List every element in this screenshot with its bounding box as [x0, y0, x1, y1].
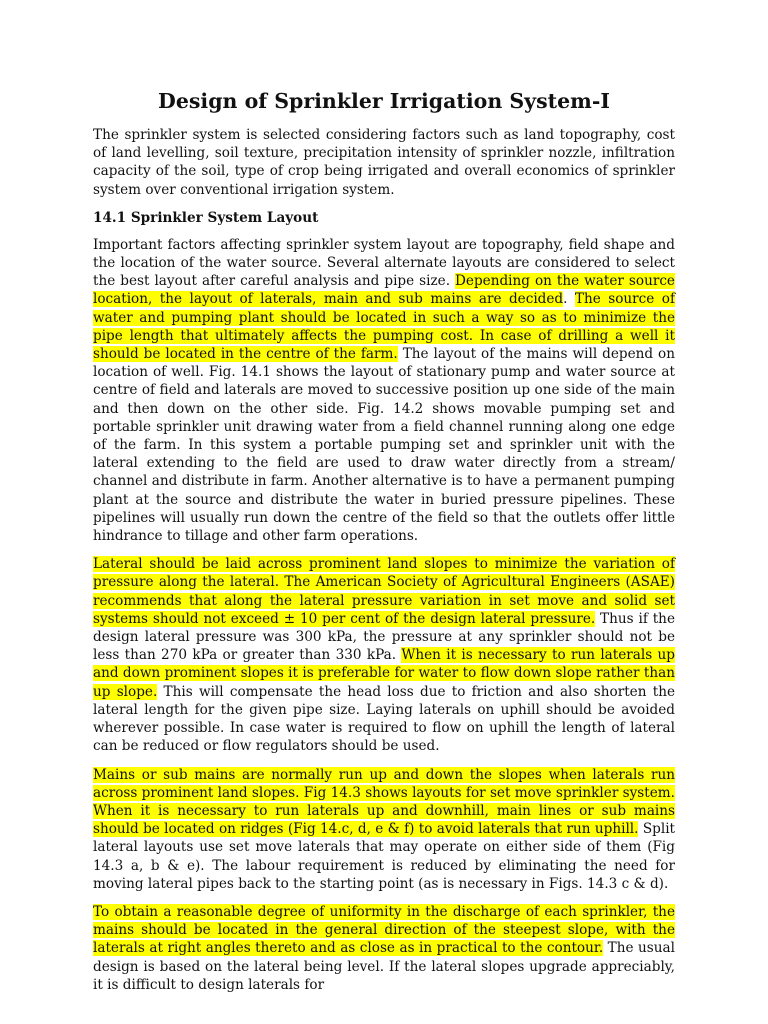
text-run: Important factors affecting sprinkler system layout are topography, field shape and the location of the water source. Several alternate layouts are considered to select the best layout after careful analysis and pipe size. [93, 236, 675, 290]
highlighted-text: Lateral should be laid across prominent land slopes to minimize the variation of pressure along the lateral. The American Society of Agricultural Engineers (ASAE) recommends that along the lateral pressure variation in set move and solid set systems should not exceed ± 10 per cent of the design lateral pressure. [93, 556, 675, 627]
text-run: Split lateral layouts use set move laterals that may operate on either side of them (Fig 14.3 a, b & e). The labour requirement is reduced by eliminating the need for moving lateral pipes back to the starting point (as is necessary in Figs. 14.3 c & d). [93, 821, 676, 892]
body-paragraph-4 [93, 903, 675, 994]
highlighted-text: To obtain a reasonable degree of uniformity in the discharge of each sprinkler, the mains should be located in the general direction of the steepest slope, with the laterals at right angles thereto and as close as in practical to the contour. [93, 903, 675, 957]
highlighted-text: Mains or sub mains are normally run up and down the slopes when laterals run across prominent land slopes. Fig 14.3 shows layouts for set move sprinkler system. When it is necessary to run laterals up and downhill, main lines or sub mains should be located on ridges (Fig 14.c, d, e & f) to avoid laterals that run uphill. [93, 766, 675, 838]
intro-paragraph: The sprinkler system is selected considering factors such as land topography, cost of land levelling, soil texture, precipitation intensity of sprinkler nozzle, infiltration capacity of the soil, type of crop being irrigated and overall economics of sprinkler system over conventional irrigation system. [93, 127, 675, 198]
text-run: This will compensate the head loss due to friction and also shorten the lateral length for the given pipe size. Laying laterals on uphill should be avoided wherever possible. In case water is required to flow on uphill the length of lateral can be reduced or flow regulators should be used. [93, 683, 675, 755]
body-paragraph-2 [93, 555, 675, 755]
text-run: The usual design is based on the lateral being level. If the lateral slopes upgrade appreciably, it is difficult to design laterals for [93, 940, 675, 993]
text-run: . [563, 291, 575, 308]
body-paragraph-1 [93, 236, 675, 545]
section-heading: 14.1 Sprinkler System Layout [93, 209, 319, 226]
document-title: Design of Sprinkler Irrigation System-I [158, 89, 610, 113]
body-paragraph-3 [93, 766, 675, 893]
text-run: The layout of the mains will depend on location of well. Fig. 14.1 shows the layout of stationary pump and water source at centre of field and laterals are moved to successive position up one side of the main and then down on the other side. Fig. 14.2 shows movable pumping set and portable sprinkler unit drawing water from a field channel running along one edge of the farm. In this system a portable pumping set and sprinkler unit with the lateral extending to the field are used to draw water directly from a stream/ channel and distribute in farm. Another alternative is to have a permanent pumping plant at the source and distribute the water in buried pressure pipelines. These pipelines will usually run down the centre of the field so that the outlets offer little hindrance to tillage and other farm operations. [93, 346, 675, 545]
document-page [93, 88, 675, 1004]
highlighted-text: Depending on the water source location, the layout of laterals, main and sub mains are decided [93, 273, 675, 308]
highlighted-text: When it is necessary to run laterals up and down prominent slopes it is preferable for water to flow down slope rather than up slope. [93, 647, 675, 700]
text-run: Thus if the design lateral pressure was 300 kPa, the pressure at any sprinkler should not be less than 270 kPa or greater than 330 kPa. [93, 610, 675, 664]
highlighted-text: The source of water and pumping plant should be located in such a way so as to minimize the pipe length that ultimately affects the pumping cost. In case of drilling a well it should be located in the centre of the farm. [93, 291, 675, 363]
